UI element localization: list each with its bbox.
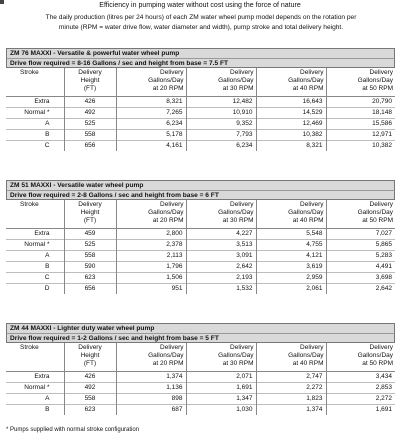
delivery-cell: 4,227	[186, 228, 256, 239]
table-row	[6, 283, 395, 294]
column-header-delivery-rpm	[256, 68, 326, 96]
intro-line: minute (RPM = water drive flow, water diameter and width), pump stroke and total delivery height.	[58, 24, 344, 31]
table-row	[6, 239, 395, 250]
intro-text	[8, 13, 394, 33]
delivery-cell: 2,378	[116, 239, 186, 250]
header-text: (FT)	[83, 85, 97, 92]
column-header-stroke	[6, 200, 64, 228]
table-row	[6, 96, 395, 107]
stroke-cell: Normal *	[24, 108, 50, 116]
height-cell: 656	[64, 283, 116, 294]
footnote: * Pumps supplied with normal stroke configuration	[6, 427, 140, 433]
column-header-delivery-rpm	[116, 68, 186, 96]
delivery-cell: 12,971	[326, 129, 395, 140]
delivery-cell: 4,121	[256, 250, 326, 261]
table-row	[6, 272, 395, 283]
stroke-cell: C	[44, 273, 50, 281]
pump-model-name: ZM 44 MAXXI - Lighter duty water wheel pump	[6, 323, 395, 333]
header-text: at 30 RPM	[222, 85, 254, 92]
pump-section	[6, 48, 395, 151]
stroke-cell: Extra	[34, 229, 50, 237]
header-text: Height	[80, 352, 100, 359]
delivery-cell: 3,698	[326, 272, 395, 283]
delivery-cell: 2,747	[256, 371, 326, 382]
header-text: Delivery	[300, 344, 324, 351]
header-text: at 40 RPM	[292, 85, 324, 92]
table-row	[6, 371, 395, 382]
delivery-cell: 3,434	[326, 371, 395, 382]
header-text: Delivery	[78, 344, 102, 351]
header-text: Delivery	[78, 69, 102, 76]
delivery-cell: 5,865	[326, 239, 395, 250]
pump-model-name: ZM 76 MAXXI - Versatile & powerful water wheel pump	[6, 48, 395, 58]
delivery-cell: 7,027	[326, 228, 395, 239]
height-cell: 492	[64, 107, 116, 118]
delivery-cell: 9,352	[186, 118, 256, 129]
delivery-cell: 10,382	[326, 140, 395, 151]
header-text: Stroke	[20, 201, 39, 208]
stroke-cell: C	[44, 141, 50, 149]
header-text: at 50 RPM	[362, 360, 393, 367]
height-cell: 459	[64, 228, 116, 239]
header-text: Height	[80, 77, 100, 84]
delivery-cell: 8,321	[116, 96, 186, 107]
stroke-cell: Normal *	[24, 240, 50, 248]
delivery-cell: 3,513	[186, 239, 256, 250]
height-cell: 426	[64, 96, 116, 107]
header-text: Delivery	[230, 69, 254, 76]
table-row	[6, 393, 395, 404]
delivery-cell: 20,790	[326, 96, 395, 107]
header-text: Delivery	[230, 201, 254, 208]
delivery-cell: 1,532	[186, 283, 256, 294]
header-text: at 50 RPM	[362, 85, 393, 92]
delivery-cell: 2,272	[256, 382, 326, 393]
table-row	[6, 404, 395, 415]
column-header-delivery-rpm	[256, 200, 326, 228]
stroke-cell: A	[45, 119, 50, 127]
delivery-cell: 687	[116, 404, 186, 415]
delivery-cell: 4,491	[326, 261, 395, 272]
delivery-cell: 1,823	[256, 393, 326, 404]
delivery-cell: 6,234	[186, 140, 256, 151]
height-cell: 525	[64, 239, 116, 250]
delivery-cell: 2,071	[186, 371, 256, 382]
height-cell: 558	[64, 129, 116, 140]
column-header-delivery-height	[64, 343, 116, 371]
stroke-cell: Normal *	[24, 383, 50, 391]
delivery-cell: 5,283	[326, 250, 395, 261]
delivery-cell: 18,148	[326, 107, 395, 118]
height-cell: 525	[64, 118, 116, 129]
document-title: Efficiency in pumping water without cost using the force of nature	[99, 2, 301, 9]
delivery-cell: 2,061	[256, 283, 326, 294]
delivery-cell: 12,469	[256, 118, 326, 129]
delivery-cell: 1,506	[116, 272, 186, 283]
header-text: Gallons/Day	[288, 352, 324, 359]
header-text: Delivery	[160, 201, 184, 208]
delivery-cell: 2,272	[326, 393, 395, 404]
table-row	[6, 107, 395, 118]
stroke-cell: A	[45, 394, 50, 402]
delivery-table	[6, 68, 395, 151]
header-text: Stroke	[20, 69, 39, 76]
table-header-row	[6, 68, 395, 96]
delivery-cell: 1,030	[186, 404, 256, 415]
table-row	[6, 382, 395, 393]
column-header-delivery-rpm	[256, 343, 326, 371]
table-header-row	[6, 343, 395, 371]
header-text: Gallons/Day	[357, 352, 393, 359]
delivery-cell: 7,265	[116, 107, 186, 118]
column-header-stroke	[6, 68, 64, 96]
delivery-cell: 1,136	[116, 382, 186, 393]
header-text: at 20 RPM	[152, 85, 184, 92]
delivery-cell: 16,643	[256, 96, 326, 107]
header-text: at 30 RPM	[222, 360, 254, 367]
delivery-cell: 2,113	[116, 250, 186, 261]
stroke-cell: B	[45, 405, 50, 413]
table-row	[6, 118, 395, 129]
table-header-row	[6, 200, 395, 228]
height-cell: 426	[64, 371, 116, 382]
delivery-cell: 1,347	[186, 393, 256, 404]
delivery-cell: 1,796	[116, 261, 186, 272]
header-text: Gallons/Day	[288, 77, 324, 84]
header-text: Height	[80, 209, 100, 216]
header-text: at 40 RPM	[292, 217, 324, 224]
header-text: Gallons/Day	[218, 352, 254, 359]
pump-section	[6, 323, 395, 415]
header-text: Delivery	[369, 69, 393, 76]
table-row	[6, 129, 395, 140]
delivery-cell: 15,586	[326, 118, 395, 129]
delivery-cell: 2,800	[116, 228, 186, 239]
delivery-cell: 898	[116, 393, 186, 404]
header-text: Gallons/Day	[148, 77, 184, 84]
header-text: (FT)	[83, 217, 97, 224]
header-text: Gallons/Day	[357, 77, 393, 84]
header-text: Delivery	[160, 344, 184, 351]
drive-flow-requirement: Drive flow required = 2-8 Gallons / sec and height from base = 6 FT	[6, 190, 395, 200]
height-cell: 590	[64, 261, 116, 272]
stroke-cell: B	[45, 262, 50, 270]
delivery-cell: 3,091	[186, 250, 256, 261]
height-cell: 623	[64, 272, 116, 283]
delivery-cell: 12,482	[186, 96, 256, 107]
stroke-cell: B	[45, 130, 50, 138]
header-text: Gallons/Day	[288, 209, 324, 216]
delivery-cell: 1,691	[186, 382, 256, 393]
column-header-delivery-rpm	[326, 200, 395, 228]
header-text: Gallons/Day	[148, 352, 184, 359]
delivery-cell: 4,755	[256, 239, 326, 250]
header-text: Gallons/Day	[218, 209, 254, 216]
delivery-cell: 2,642	[186, 261, 256, 272]
column-header-delivery-rpm	[116, 200, 186, 228]
column-header-delivery-rpm	[186, 68, 256, 96]
header-text: Delivery	[300, 201, 324, 208]
column-header-delivery-rpm	[186, 343, 256, 371]
delivery-cell: 8,321	[256, 140, 326, 151]
height-cell: 623	[64, 404, 116, 415]
table-row	[6, 140, 395, 151]
column-header-delivery-rpm	[326, 68, 395, 96]
column-header-delivery-height	[64, 68, 116, 96]
height-cell: 492	[64, 382, 116, 393]
delivery-cell: 1,374	[256, 404, 326, 415]
column-header-delivery-rpm	[326, 343, 395, 371]
stroke-cell: A	[45, 251, 50, 259]
drive-flow-requirement: Drive flow required = 1-2 Gallons / sec and height from base = 5 FT	[6, 333, 395, 343]
height-cell: 558	[64, 250, 116, 261]
delivery-cell: 2,193	[186, 272, 256, 283]
column-header-delivery-rpm	[186, 200, 256, 228]
delivery-cell: 2,959	[256, 272, 326, 283]
header-text: at 30 RPM	[222, 217, 254, 224]
header-text: Gallons/Day	[218, 77, 254, 84]
table-row	[6, 261, 395, 272]
header-text: Gallons/Day	[357, 209, 393, 216]
stroke-cell: Extra	[34, 97, 50, 105]
header-text: at 20 RPM	[152, 217, 184, 224]
delivery-cell: 5,548	[256, 228, 326, 239]
header-text: (FT)	[83, 360, 97, 367]
header-text: Gallons/Day	[148, 209, 184, 216]
table-row	[6, 250, 395, 261]
header-text: Delivery	[369, 344, 393, 351]
delivery-cell: 6,234	[116, 118, 186, 129]
delivery-cell: 2,642	[326, 283, 395, 294]
delivery-cell: 4,161	[116, 140, 186, 151]
stroke-cell: Extra	[34, 372, 50, 380]
header-text: Delivery	[160, 69, 184, 76]
height-cell: 656	[64, 140, 116, 151]
delivery-cell: 14,529	[256, 107, 326, 118]
delivery-cell: 3,619	[256, 261, 326, 272]
header-text: Delivery	[300, 69, 324, 76]
delivery-cell: 2,853	[326, 382, 395, 393]
pump-section	[6, 180, 395, 294]
delivery-cell: 1,691	[326, 404, 395, 415]
pump-model-name: ZM 51 MAXXI - Versatile water wheel pump	[6, 180, 395, 190]
header-text: at 20 RPM	[152, 360, 184, 367]
drive-flow-requirement: Drive flow required = 8-16 Gallons / sec and height from base = 7.5 FT	[6, 58, 395, 68]
header-text: Delivery	[230, 344, 254, 351]
delivery-cell: 1,374	[116, 371, 186, 382]
delivery-cell: 10,910	[186, 107, 256, 118]
intro-line: The daily production (litres per 24 hours) of each ZM water wheel pump model depends on the rotation per	[45, 14, 357, 21]
column-header-stroke	[6, 343, 64, 371]
delivery-cell: 951	[116, 283, 186, 294]
delivery-table	[6, 343, 395, 415]
header-text: at 50 RPM	[362, 217, 393, 224]
column-header-delivery-rpm	[116, 343, 186, 371]
stroke-cell: D	[44, 284, 50, 292]
delivery-cell: 7,793	[186, 129, 256, 140]
column-header-delivery-height	[64, 200, 116, 228]
delivery-cell: 5,178	[116, 129, 186, 140]
header-text: Stroke	[20, 344, 39, 351]
height-cell: 558	[64, 393, 116, 404]
table-row	[6, 228, 395, 239]
header-text: Delivery	[369, 201, 393, 208]
delivery-table	[6, 200, 395, 294]
header-text: Delivery	[78, 201, 102, 208]
header-text: at 40 RPM	[292, 360, 324, 367]
delivery-cell: 10,382	[256, 129, 326, 140]
